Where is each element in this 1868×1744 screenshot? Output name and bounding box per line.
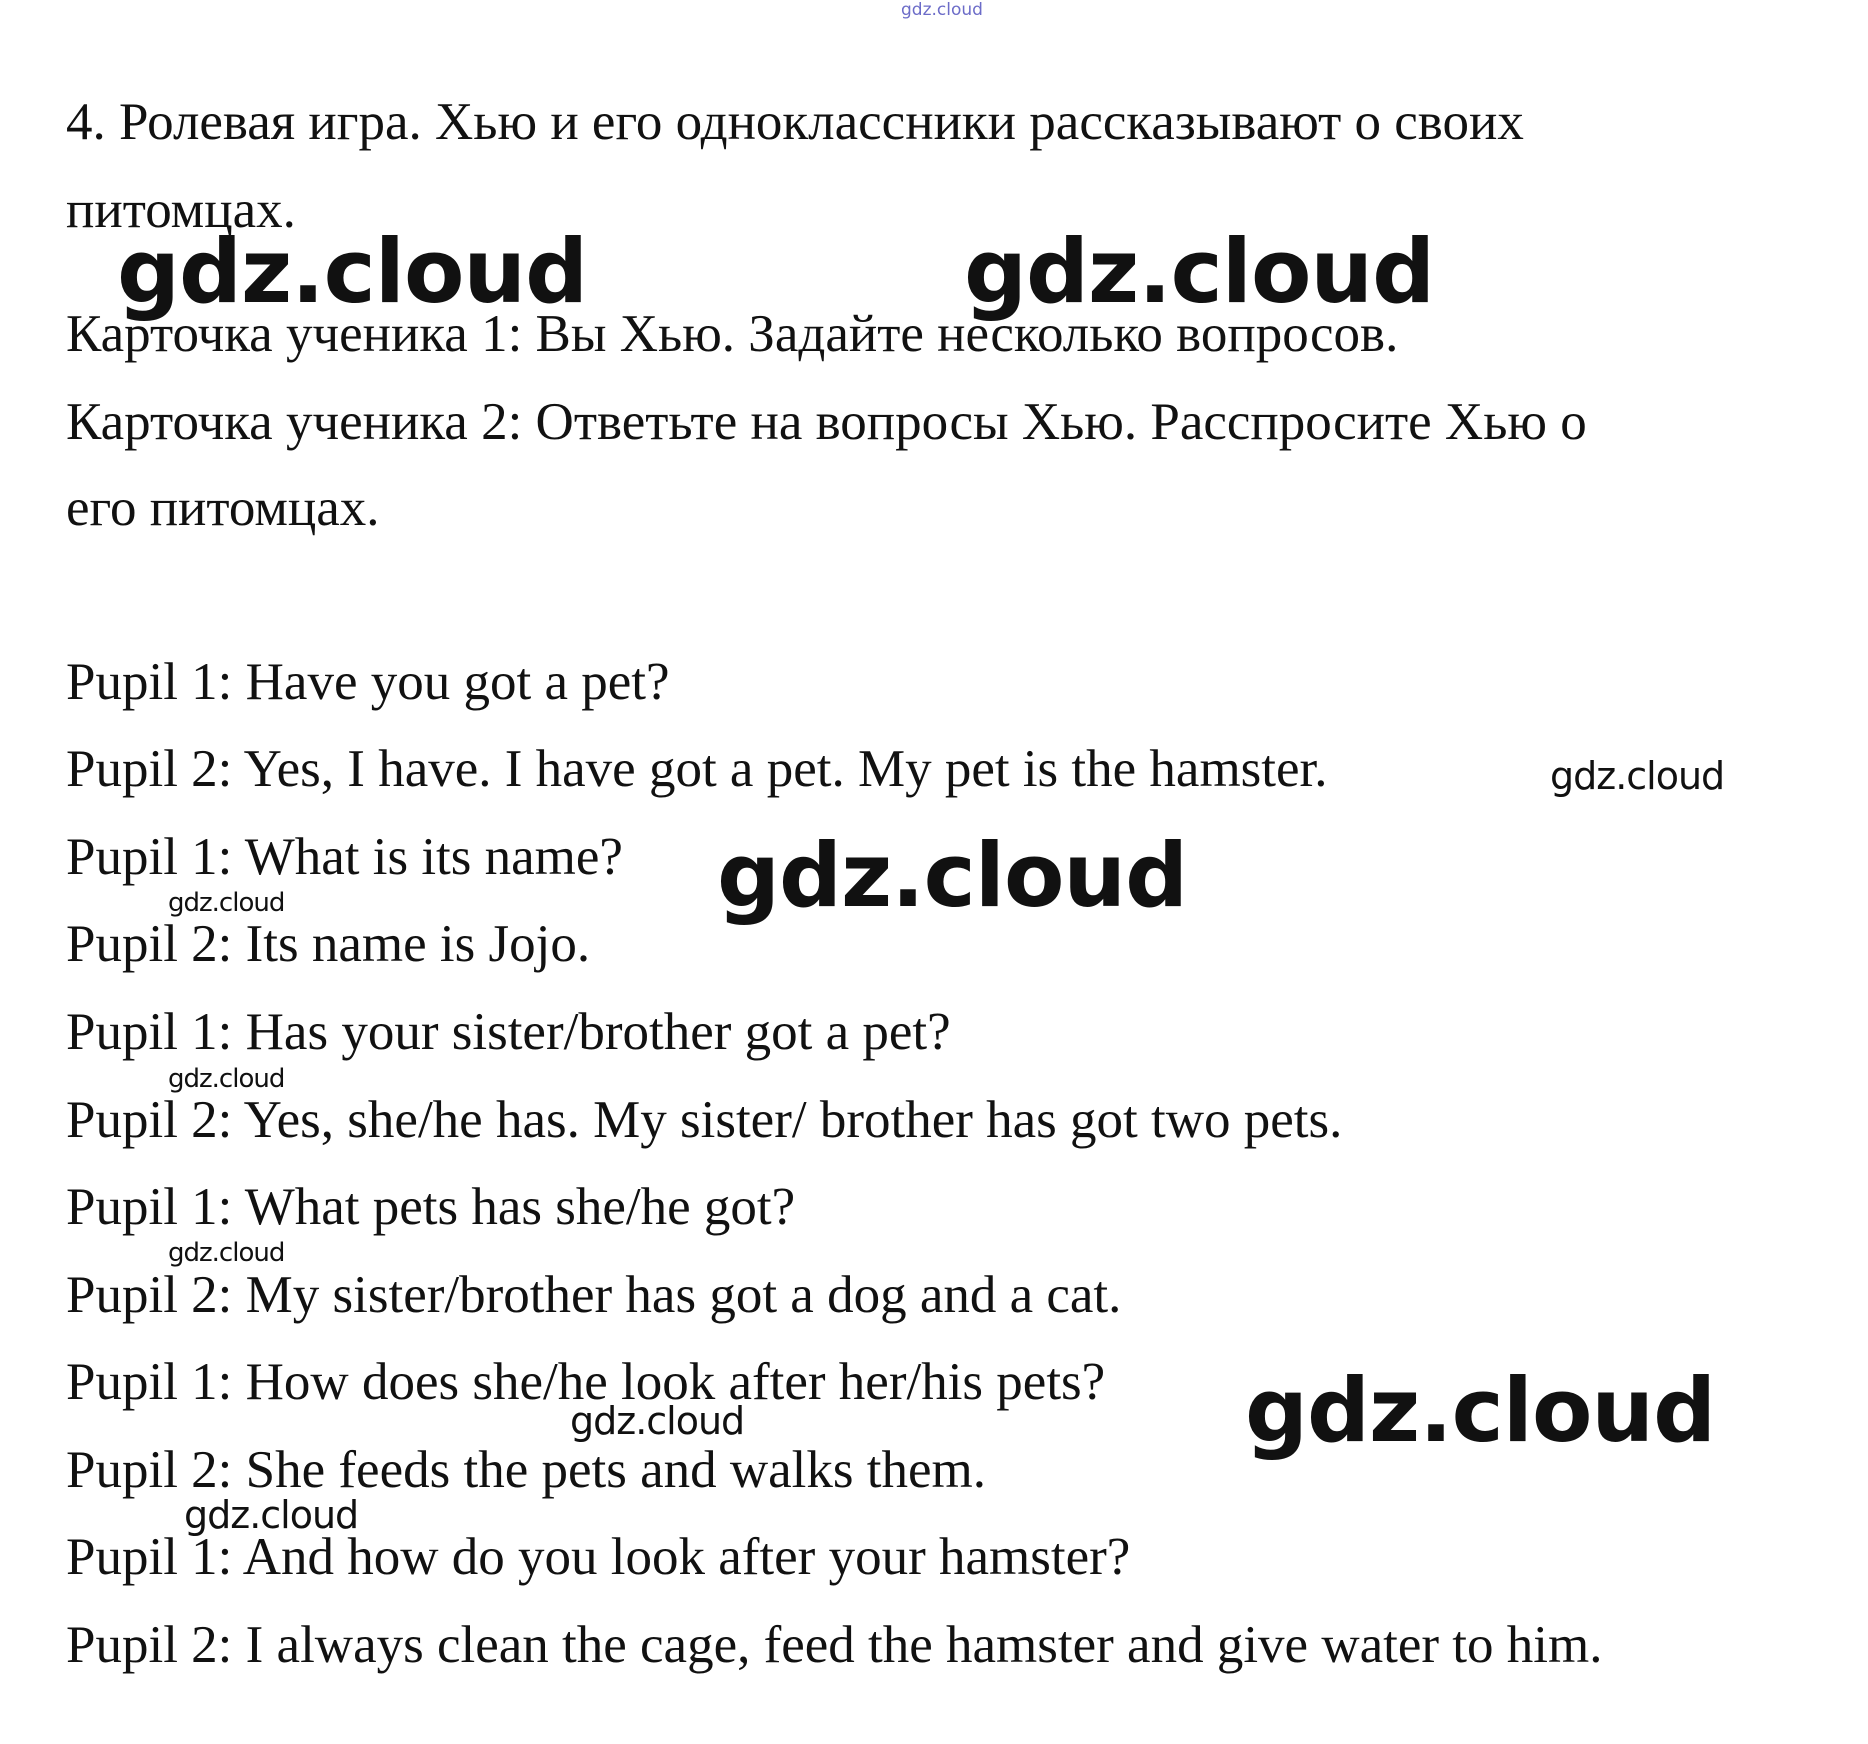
dialogue-line-9: Pupil 1: How does she/he look after her/his pets? (66, 1353, 1106, 1411)
dialogue-line-11: Pupil 1: And how do you look after your hamster? (66, 1528, 1131, 1586)
task-heading-line-1: 4. Ролевая игра. Хью и его одноклассники рассказывают о своих (66, 93, 1524, 151)
watermark-large: gdz.cloud (117, 220, 588, 323)
watermark-large: gdz.cloud (1245, 1359, 1716, 1462)
watermark-medium: gdz.cloud (184, 1493, 359, 1537)
dialogue-line-8: Pupil 2: My sister/brother has got a dog and a cat. (66, 1266, 1122, 1324)
watermark-small: gdz.cloud (168, 1064, 285, 1094)
dialogue-line-2: Pupil 2: Yes, I have. I have got a pet. My pet is the hamster. (66, 740, 1328, 798)
student-card-1: Карточка ученика 1: Вы Хью. Задайте несколько вопросов. (66, 305, 1399, 363)
task-heading-line-2: питомцах. (66, 181, 296, 239)
dialogue-line-6: Pupil 2: Yes, she/he has. My sister/ brother has got two pets. (66, 1091, 1343, 1149)
student-card-2-line-2: его питомцах. (66, 479, 380, 537)
dialogue-line-3: Pupil 1: What is its name? (66, 828, 623, 886)
dialogue-line-10: Pupil 2: She feeds the pets and walks them. (66, 1441, 986, 1499)
dialogue-line-4: Pupil 2: Its name is Jojo. (66, 915, 591, 973)
watermark-small: gdz.cloud (168, 888, 285, 918)
dialogue-line-7: Pupil 1: What pets has she/he got? (66, 1178, 796, 1236)
watermark-large: gdz.cloud (964, 220, 1435, 323)
watermark-medium: gdz.cloud (570, 1399, 745, 1443)
watermark-large: gdz.cloud (717, 824, 1188, 927)
student-card-2-line-1: Карточка ученика 2: Ответьте на вопросы Хью. Расспросите Хью о (66, 393, 1587, 451)
watermark-medium: gdz.cloud (1550, 754, 1725, 798)
dialogue-line-12: Pupil 2: I always clean the cage, feed the hamster and give water to him. (66, 1616, 1603, 1674)
watermark-small: gdz.cloud (168, 1238, 285, 1268)
dialogue-line-1: Pupil 1: Have you got a pet? (66, 653, 670, 711)
dialogue-line-5: Pupil 1: Has your sister/brother got a pet? (66, 1003, 951, 1061)
watermark-top: gdz.cloud (901, 0, 983, 20)
